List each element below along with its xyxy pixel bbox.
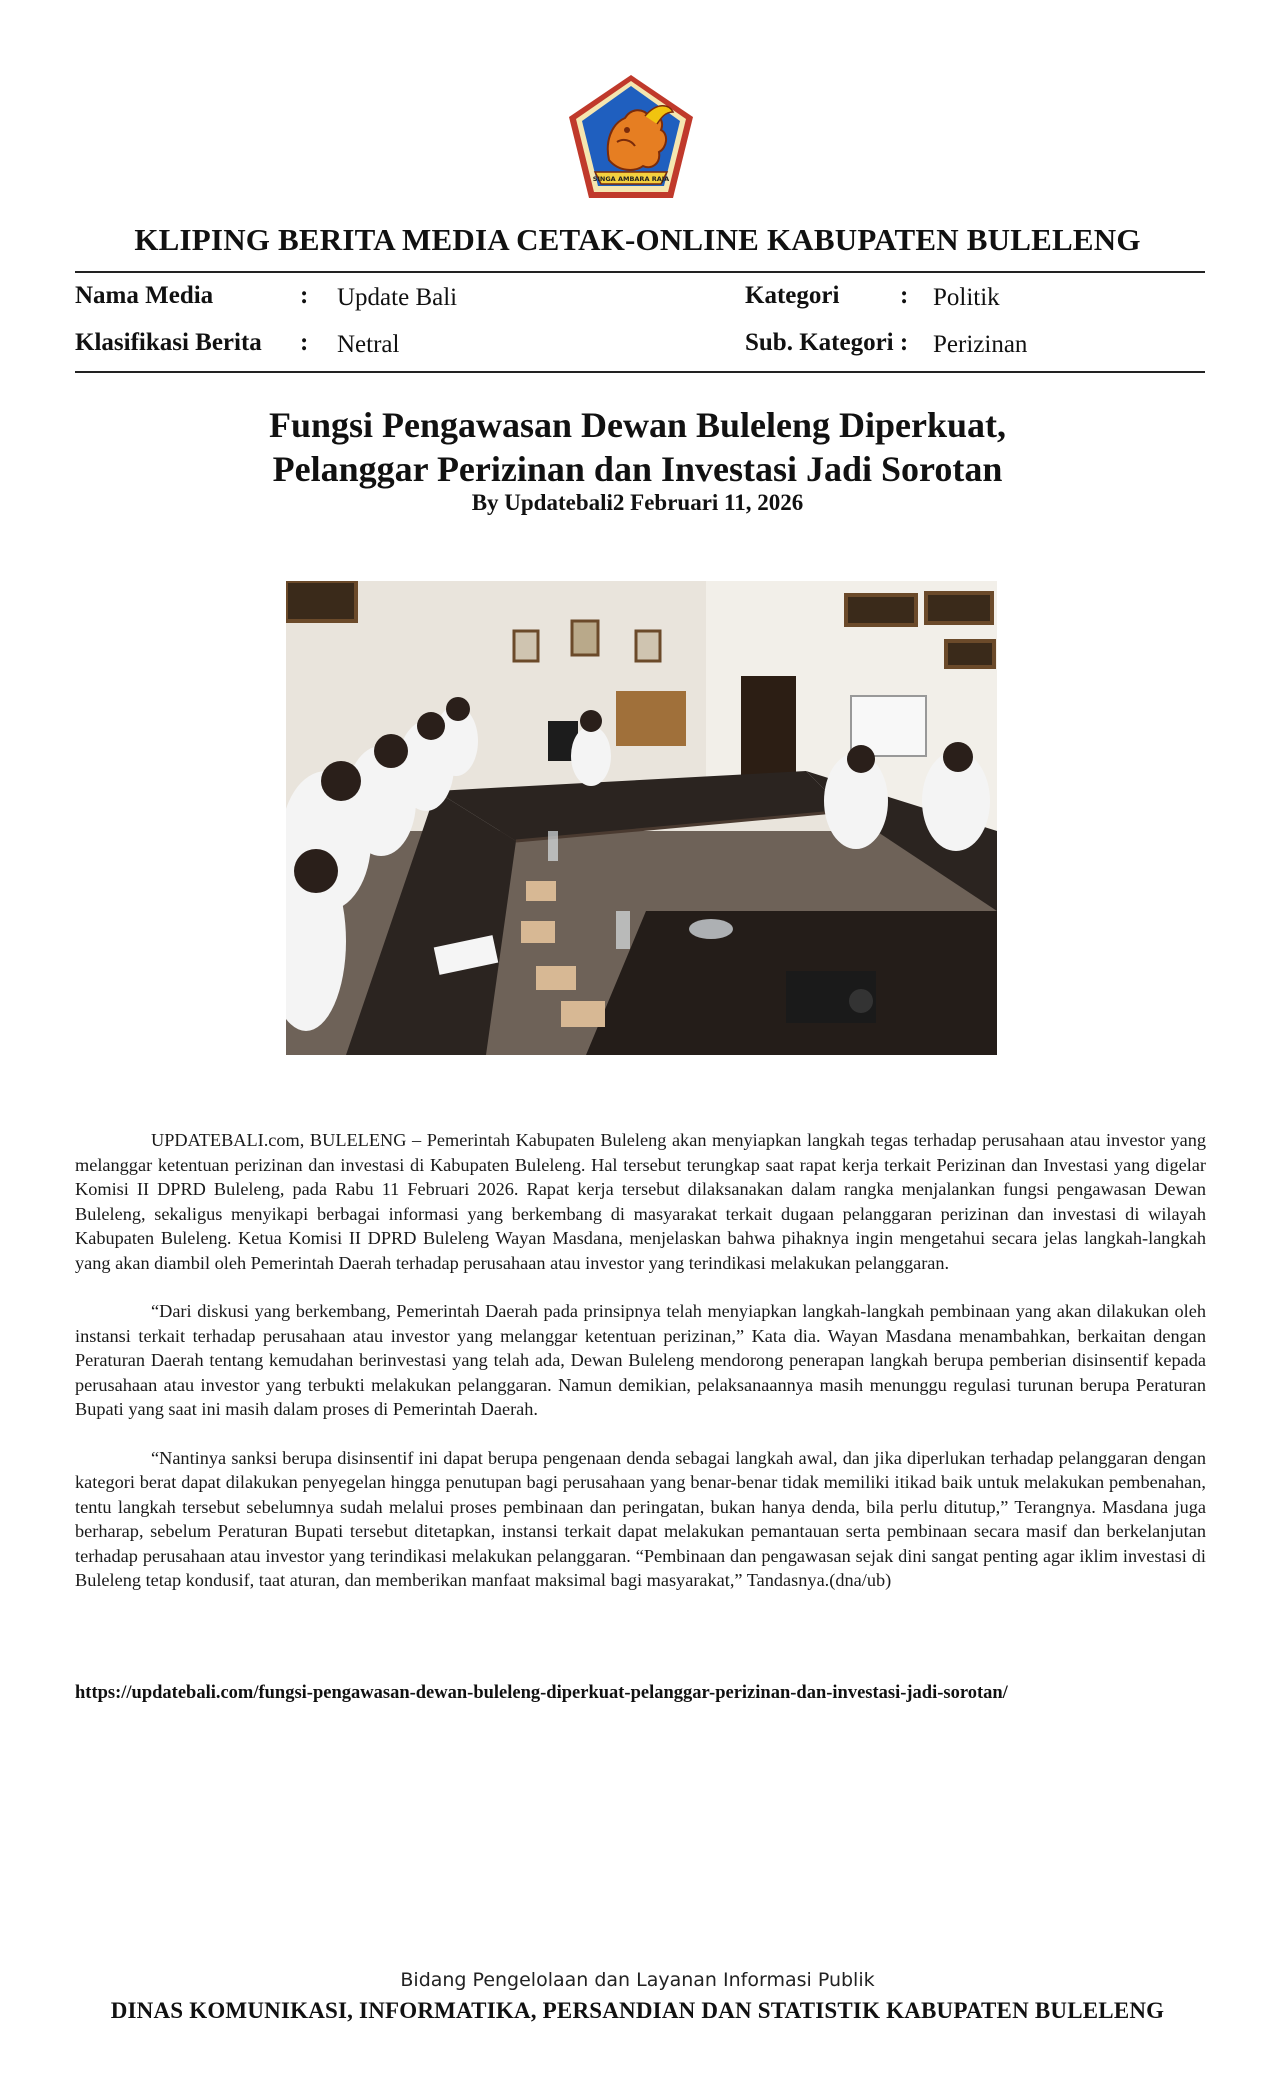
colon: : [900, 282, 909, 309]
footer-agency: DINAS KOMUNIKASI, INFORMATIKA, PERSANDIAN DAN STATISTIK KABUPATEN BULELENG [110, 1998, 1165, 2023]
sub-kategori-label: Sub. Kategori : [745, 329, 909, 356]
divider-bottom [75, 371, 1205, 373]
colon: : [300, 282, 309, 309]
article-title [100, 403, 1175, 491]
footer-division: Bidang Pengelolaan dan Layanan Informasi Publik [400, 1969, 875, 1991]
page-title: KLIPING BERITA MEDIA CETAK-ONLINE KABUPATEN BULELENG [134, 222, 1141, 257]
nama-media-value: Update Bali [337, 284, 458, 311]
nama-media-label: Nama Media [75, 282, 214, 309]
article-photo [286, 581, 997, 1055]
sub-kategori-value: Perizinan [933, 331, 1028, 358]
article-paragraph: “Dari diskusi yang berkembang, Pemerintah Daerah pada prinsipnya telah menyiapkan langkah-langkah pembinaan yang akan dilakukan oleh instansi terkait terhadap perusahaan atau investor yang melanggar ketentuan perizinan,” Kata dia. Wayan Masdana menambahkan, berkaitan dengan Peraturan Daerah tentang kemudahan berinvestasi yang telah ada, Dewan Buleleng mendorong penerapan langkah berupa pemberian disinsentif kepada perusahaan atau investor yang terbukti melakukan pelanggaran. Namun demikian, pelaksanaannya masih menunggu regulasi turunan berupa Peraturan Bupati yang saat ini masih dalam proses di Pemerintah Daerah. [75, 1301, 1206, 1419]
colon: : [300, 329, 309, 356]
article-title-line-1: Fungsi Pengawasan Dewan Buleleng Diperkuat, [268, 405, 1007, 445]
klasifikasi-label: Klasifikasi Berita [75, 329, 262, 356]
article-paragraph: “Nantinya sanksi berupa disinsentif ini dapat berupa pengenaan denda sebagai langkah awal, dan jika diperlukan terhadap pelanggaran dengan kategori berat dapat dilakukan penyegelan hingga penutupan bagi perusahaan yang benar-benar tidak memiliki itikad baik untuk melakukan pembenahan, tentu langkah tersebut sebelumnya sudah melalui proses pembinaan dan peringatan, bukan hanya denda, bila perlu ditutup,” Terangnya. Masdana juga berharap, sebelum Peraturan Bupati tersebut ditetapkan, instansi terkait dapat melakukan pemantauan serta pembinaan secara masif dan berkelanjutan terhadap perusahaan atau investor yang terindikasi melakukan pelanggaran. “Pembinaan dan pengawasan sejak dini sangat penting agar iklim investasi di Buleleng tetap kondusif, taat aturan, dan memberikan manfaat maksimal bagi masyarakat,” Tandasnya.(dna/ub) [75, 1447, 1206, 1590]
article-body [75, 1128, 1206, 1617]
article-byline: By Updatebali2 Februari 11, 2026 [471, 490, 804, 515]
article-paragraph: UPDATEBALI.com, BULELENG – Pemerintah Kabupaten Buleleng akan menyiapkan langkah tegas terhadap perusahaan atau investor yang melanggar ketentuan perizinan dan investasi di Kabupaten Buleleng. Hal tersebut terungkap saat rapat kerja terkait Perizinan dan Investasi yang digelar Komisi II DPRD Buleleng, pada Rabu 11 Februari 2026. Rapat kerja tersebut dilaksanakan dalam rangka menjalankan fungsi pengawasan Dewan Buleleng, sekaligus menyikapi berbagai informasi yang berkembang di masyarakat terkait dugaan pelanggaran perizinan dan investasi di wilayah Kabupaten Buleleng. Ketua Komisi II DPRD Buleleng Wayan Masdana, menjelaskan bahwa pihaknya ingin mengetahui secara jelas langkah-langkah yang akan diambil oleh Pemerintah Daerah terhadap perusahaan atau investor yang terindikasi melakukan pelanggaran. [75, 1130, 1206, 1273]
kategori-label: Kategori [745, 282, 840, 309]
kategori-value: Politik [933, 284, 1000, 311]
meta-table [0, 0, 1275, 380]
klasifikasi-value: Netral [337, 331, 400, 358]
article-title-line-2: Pelanggar Perizinan dan Investasi Jadi Sorotan [272, 449, 1003, 489]
source-url-link[interactable]: https://updatebali.com/fungsi-pengawasan-dewan-buleleng-diperkuat-pelanggar-perizinan-dan-investasi-jadi-sorotan/ [75, 1683, 1008, 1703]
logo-motto: SINGA AMBARA RAJA [592, 175, 670, 183]
